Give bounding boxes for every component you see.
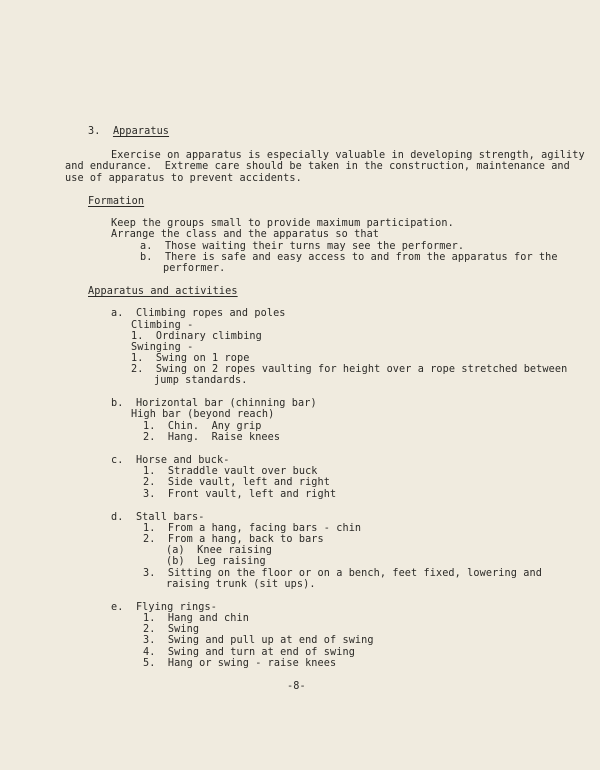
- activity-a-sub1: Climbing -: [131, 320, 194, 331]
- activity-a-item: 1. Ordinary climbing: [131, 331, 262, 342]
- list-marker: d.: [111, 512, 124, 523]
- formation-item-b: [140, 252, 558, 264]
- activity-e-item: 2. Swing: [143, 624, 200, 635]
- section-number: 3.: [88, 126, 101, 137]
- list-text: Climbing ropes and poles: [135, 308, 286, 319]
- list-text: Horizontal bar (chinning bar): [135, 398, 317, 409]
- formation-heading: Formation: [88, 196, 145, 207]
- activity-d-item: 2. From a hang, back to bars: [143, 534, 324, 545]
- list-marker: b.: [111, 398, 124, 409]
- activity-b-sub: High bar (beyond reach): [131, 409, 275, 420]
- activities-heading: Apparatus and activities: [88, 286, 238, 297]
- list-text: Stall bars-: [135, 512, 205, 523]
- formation-item-b-cont: performer.: [163, 263, 226, 274]
- list-marker: c.: [111, 455, 124, 466]
- activity-c-item: 1. Straddle vault over buck: [143, 466, 318, 477]
- activity-e-item: 1. Hang and chin: [143, 613, 249, 624]
- formation-line-1: Keep the groups small to provide maximum participation.: [111, 218, 454, 229]
- list-marker: b.: [140, 252, 153, 263]
- section-heading: [88, 126, 169, 138]
- formation-item-a: [140, 241, 464, 253]
- activity-d-item: 1. From a hang, facing bars - chin: [143, 523, 362, 534]
- activity-c-item: 3. Front vault, left and right: [143, 489, 337, 500]
- intro-line-1: Exercise on apparatus is especially valuable in developing strength, agility: [111, 150, 585, 161]
- activity-d-title: [111, 512, 205, 524]
- activity-c-title: [111, 455, 229, 467]
- list-text: Those waiting their turns may see the performer.: [164, 241, 465, 252]
- activity-c-item: 2. Side vault, left and right: [143, 477, 331, 488]
- activity-e-item: 4. Swing and turn at end of swing: [143, 647, 355, 658]
- list-text: Flying rings-: [135, 602, 217, 613]
- formation-line-2: Arrange the class and the apparatus so that: [111, 229, 380, 240]
- activity-a-item-cont: jump standards.: [154, 375, 248, 386]
- page-number: -8-: [287, 681, 306, 692]
- activity-d-item-cont: raising trunk (sit ups).: [166, 579, 316, 590]
- activity-b-title: [111, 398, 317, 410]
- activity-a-item: 2. Swing on 2 ropes vaulting for height over a rope stretched between: [131, 364, 568, 375]
- activity-b-item: 1. Chin. Any grip: [143, 421, 262, 432]
- activity-a-title: [111, 308, 286, 320]
- activity-a-item: 1. Swing on 1 rope: [131, 353, 250, 364]
- activity-e-item: 5. Hang or swing - raise knees: [143, 658, 337, 669]
- section-title: Apparatus: [112, 126, 170, 137]
- list-text: Horse and buck-: [135, 455, 230, 466]
- activity-b-item: 2. Hang. Raise knees: [143, 432, 281, 443]
- activity-d-subitem: (b) Leg raising: [166, 556, 266, 567]
- activity-a-sub2: Swinging -: [131, 342, 194, 353]
- activity-e-title: [111, 602, 217, 614]
- activity-e-item: 3. Swing and pull up at end of swing: [143, 635, 374, 646]
- activity-d-item: 3. Sitting on the floor or on a bench, feet fixed, lowering and: [143, 568, 542, 579]
- activity-d-subitem: (a) Knee raising: [166, 545, 272, 556]
- list-text: There is safe and easy access to and from the apparatus for the: [164, 252, 558, 263]
- intro-line-2: and endurance. Extreme care should be taken in the construction, maintenance and: [65, 161, 570, 172]
- intro-line-3: use of apparatus to prevent accidents.: [65, 173, 302, 184]
- list-marker: a.: [140, 241, 153, 252]
- list-marker: a.: [111, 308, 124, 319]
- list-marker: e.: [111, 602, 124, 613]
